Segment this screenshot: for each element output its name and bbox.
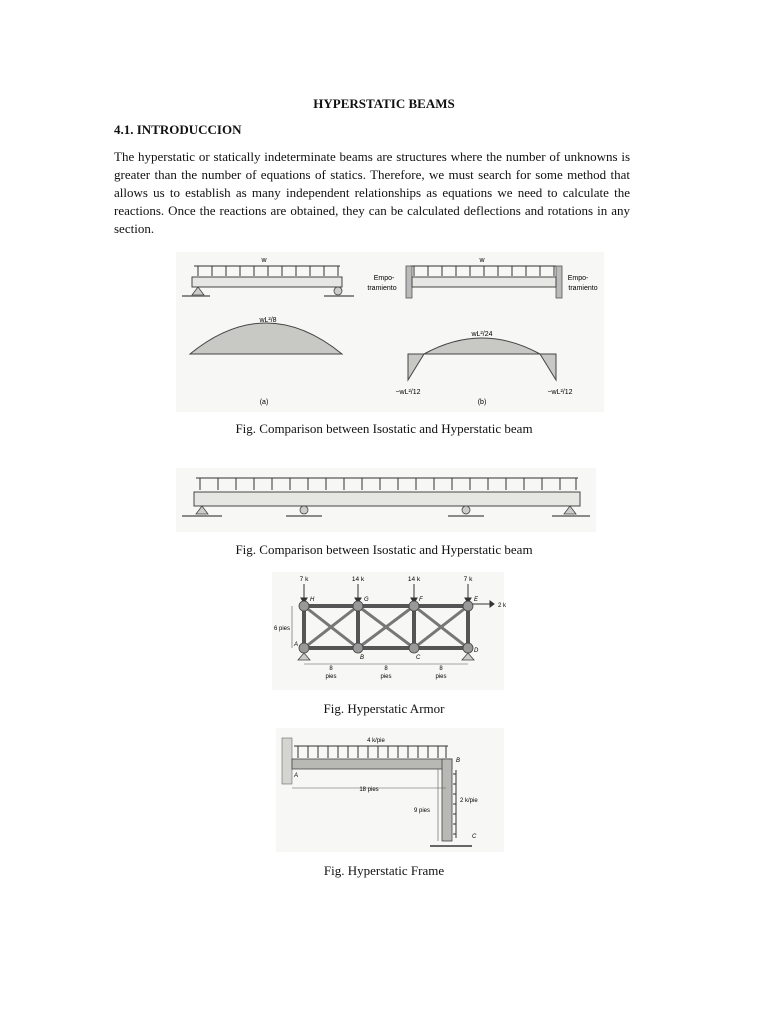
figure-label-a: (a) [259,399,269,406]
support-2 [300,506,308,514]
beam-a [192,277,342,287]
node-b: B [360,655,365,661]
load-label-a: w [261,257,267,264]
span-3-value: 8 [439,666,443,672]
node-f: F [419,597,423,603]
intro-paragraph: The hyperstatic or statically indeterminate beams are structures where the number of unknowns is greater than the number of equations of statics. Therefore, we must search for some method that allows us to establish as many independent relationships as equations we need to calculate the reactions. Once the reactions are obtained, they can be calculated deflections and rotations in any section. [114,149,630,236]
node-c: C [416,655,421,661]
continuous-beam [194,492,580,506]
node-b: B [456,758,461,764]
length-label: 18 pies [359,787,379,793]
node-h: H [310,597,315,603]
span-3-unit: pies [435,674,447,680]
figure-3-caption: Fig. Hyperstatic Armor [323,701,445,716]
moment-label-b-right: −wL²/12 [547,389,573,396]
figure-continuous-beam [176,468,596,532]
fixed-support-left-b [406,266,412,298]
span-1-unit: pies [325,674,337,680]
span-2-value: 8 [384,666,388,672]
moment-label-b-left: −wL²/12 [395,389,421,396]
figure-label-b: (b) [477,399,487,406]
page-title: HYPERSTATIC BEAMS [313,96,455,111]
load-label-3: 14 k [407,576,421,583]
empotramiento-label-right-2: tramiento [568,285,598,292]
height-label: 6 pies [274,626,291,632]
side-load-label: 2 k [498,603,507,609]
figure-4-caption: Fig. Hyperstatic Frame [323,863,445,878]
beam-b [412,277,556,287]
node-g: G [364,597,369,603]
empotramiento-label-left-1: Empo- [373,275,395,282]
node-c: C [472,834,477,840]
top-load-label: 4 k/pie [367,738,385,744]
load-label-b: w [479,257,485,264]
figure-1-caption: Fig. Comparison between Isostatic and Hyperstatic beam [235,421,533,436]
moment-label-a: wL²/8 [259,317,277,324]
figure-truss [272,572,507,690]
empotramiento-label-right-1: Empo- [567,275,589,282]
support-3 [462,506,470,514]
height-label: 9 pies [413,808,431,814]
fixed-support-right-b [556,266,562,298]
figure-beam-comparison [176,252,604,412]
node-d: D [474,648,479,654]
side-load-label: 2 k/pie [460,798,478,804]
load-label-2: 14 k [351,576,365,583]
figure-frame [276,728,504,852]
span-1-value: 8 [329,666,333,672]
node-a: A [294,642,299,648]
node-a: A [294,773,299,779]
node-e: E [474,597,479,603]
span-2-unit: pies [380,674,392,680]
empotramiento-label-left-2: tramiento [367,285,397,292]
frame-beam [292,759,452,769]
support-roller-a [334,287,342,295]
load-label-4: 7 k [463,576,473,583]
wall-fixed-support [282,738,292,784]
figure-2-caption: Fig. Comparison between Isostatic and Hyperstatic beam [235,542,533,557]
frame-column [442,759,452,841]
section-heading: 4.1. INTRODUCCION [114,122,242,137]
moment-label-b-mid: wL²/24 [471,331,493,338]
load-label-1: 7 k [299,576,309,583]
